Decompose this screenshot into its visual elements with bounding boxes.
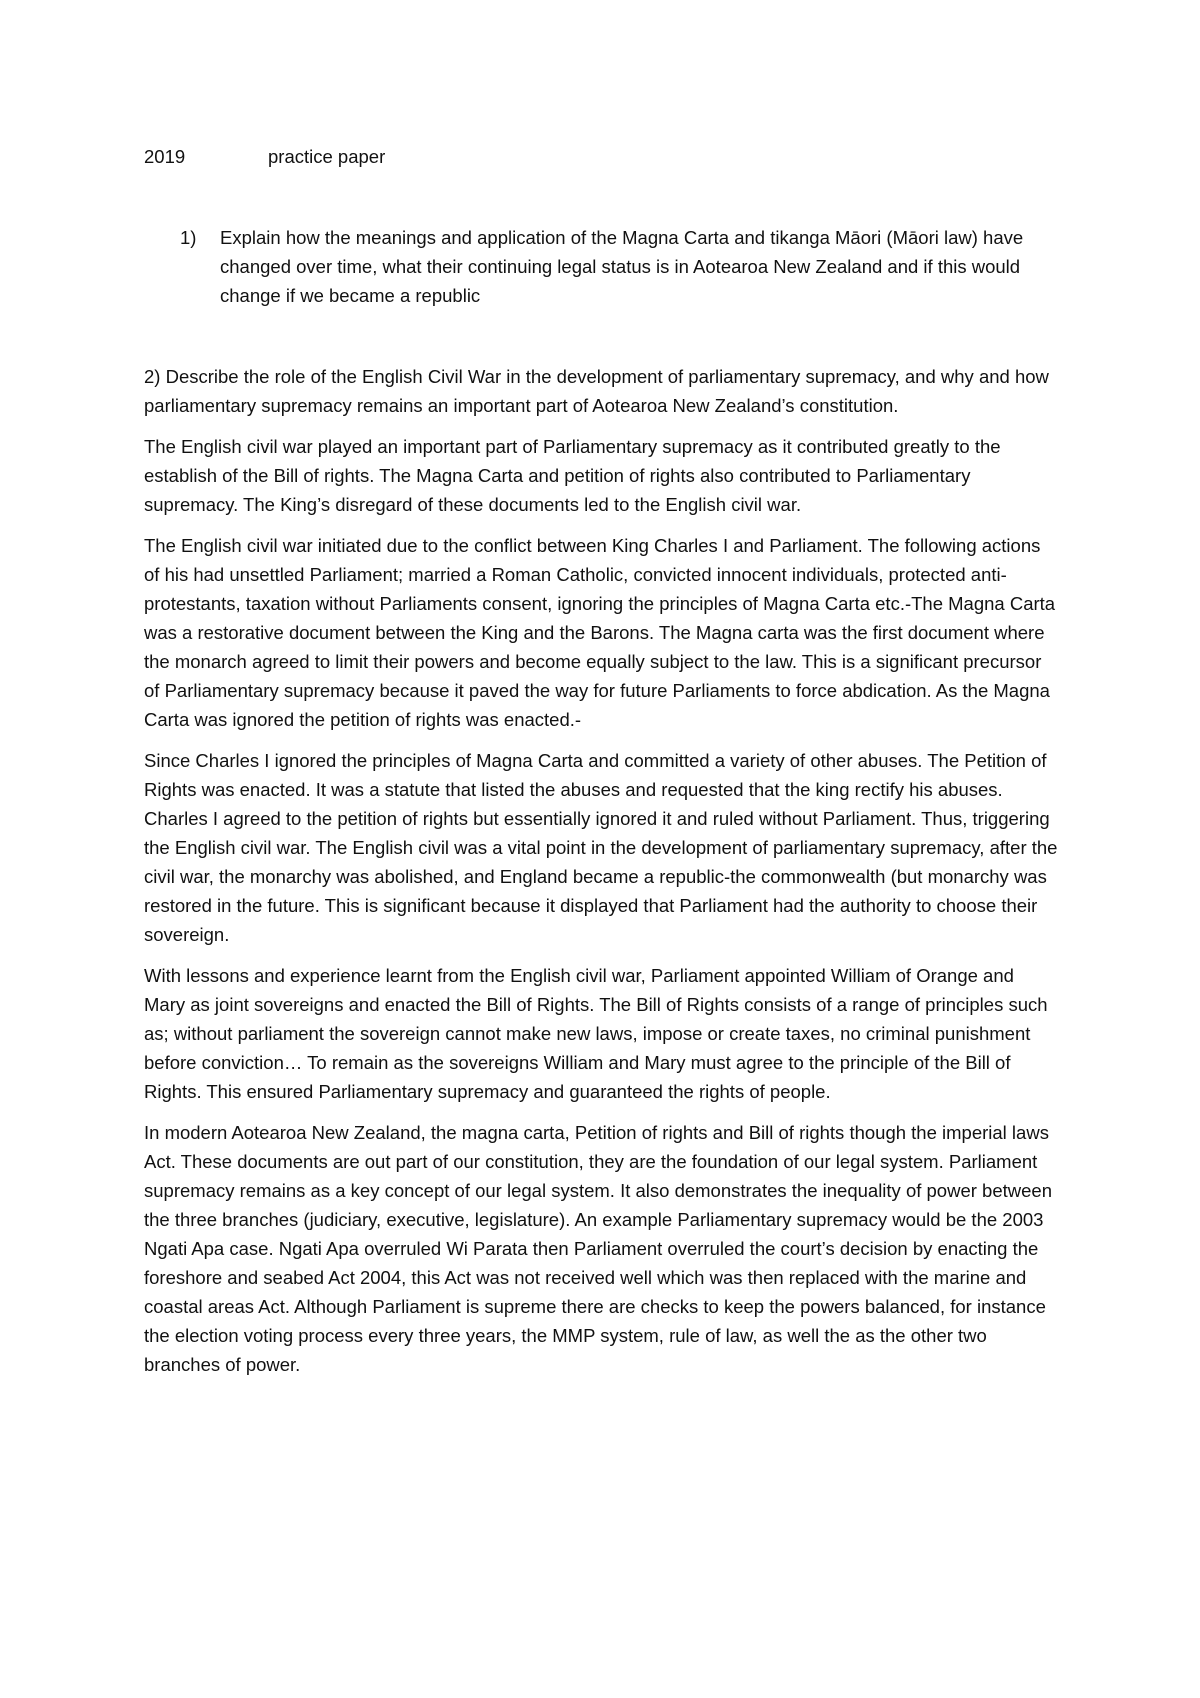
document-header	[144, 143, 1060, 171]
answer-paragraph: The English civil war initiated due to the conflict between King Charles I and Parliament. The following actions of his had unsettled Parliament; married a Roman Catholic, convicted innocent individuals, protected anti-protestants, taxation without Parliaments consent, ignoring the principles of Magna Carta etc.-The Magna Carta was a restorative document between the King and the Barons. The Magna carta was the first document where the monarch agreed to limit their powers and become equally subject to the law. This is a significant precursor of Parliamentary supremacy because it paved the way for future Parliaments to force abdication. As the Magna Carta was ignored the petition of rights was enacted.-	[144, 535, 1056, 730]
question-1	[144, 223, 1060, 310]
question-1-number: 1)	[180, 227, 197, 248]
answer-paragraph: With lessons and experience learnt from the English civil war, Parliament appointed William of Orange and Mary as joint sovereigns and enacted the Bill of Rights. The Bill of Rights consists of a range of principles such as; without parliament the sovereign cannot make new laws, impose or create taxes, no criminal punishment before conviction… To remain as the sovereigns William and Mary must agree to the principle of the Bill of Rights. This ensured Parliamentary supremacy and guaranteed the rights of people.	[144, 965, 1048, 1102]
answer-paragraph: The English civil war played an important part of Parliamentary supremacy as it contributed greatly to the establish of the Bill of rights. The Magna Carta and petition of rights also contributed to Parliamentary supremacy. The King’s disregard of these documents led to the English civil war.	[144, 436, 1001, 515]
header-title: practice paper	[268, 146, 386, 167]
answer-paragraph: Since Charles I ignored the principles of Magna Carta and committed a variety of other abuses. The Petition of Rights was enacted. It was a statute that listed the abuses and requested that the king rectify his abuses. Charles I agreed to the petition of rights but essentially ignored it and ruled without Parliament. Thus, triggering the English civil war. The English civil was a vital point in the development of parliamentary supremacy, after the civil war, the monarchy was abolished, and England became a republic-the commonwealth (but monarchy was restored in the future. This is significant because it displayed that Parliament had the authority to choose their sovereign.	[144, 750, 1058, 945]
answer-paragraph: In modern Aotearoa New Zealand, the magna carta, Petition of rights and Bill of rights though the imperial laws Act. These documents are out part of our constitution, they are the foundation of our legal system. Parliament supremacy remains as a key concept of our legal system. It also demonstrates the inequality of power between the three branches (judiciary, executive, legislature). An example Parliamentary supremacy would be the 2003 Ngati Apa case. Ngati Apa overruled Wi Parata then Parliament overruled the court’s decision by enacting the foreshore and seabed Act 2004, this Act was not received well which was then replaced with the marine and coastal areas Act. Although Parliament is supreme there are checks to keep the powers balanced, for instance the election voting process every three years, the MMP system, rule of law, as well the as the other two branches of power.	[144, 1122, 1052, 1375]
question-2-text: 2) Describe the role of the English Civil War in the development of parliamentary supremacy, and why and how parliamentary supremacy remains an important part of Aotearoa New Zealand’s constitution.	[144, 366, 1049, 416]
question-1-text: Explain how the meanings and application of the Magna Carta and tikanga Māori (Māori law) have changed over time, what their continuing legal status is in Aotearoa New Zealand and if this would change if we became a republic	[220, 227, 1024, 306]
header-year: 2019	[144, 146, 186, 167]
